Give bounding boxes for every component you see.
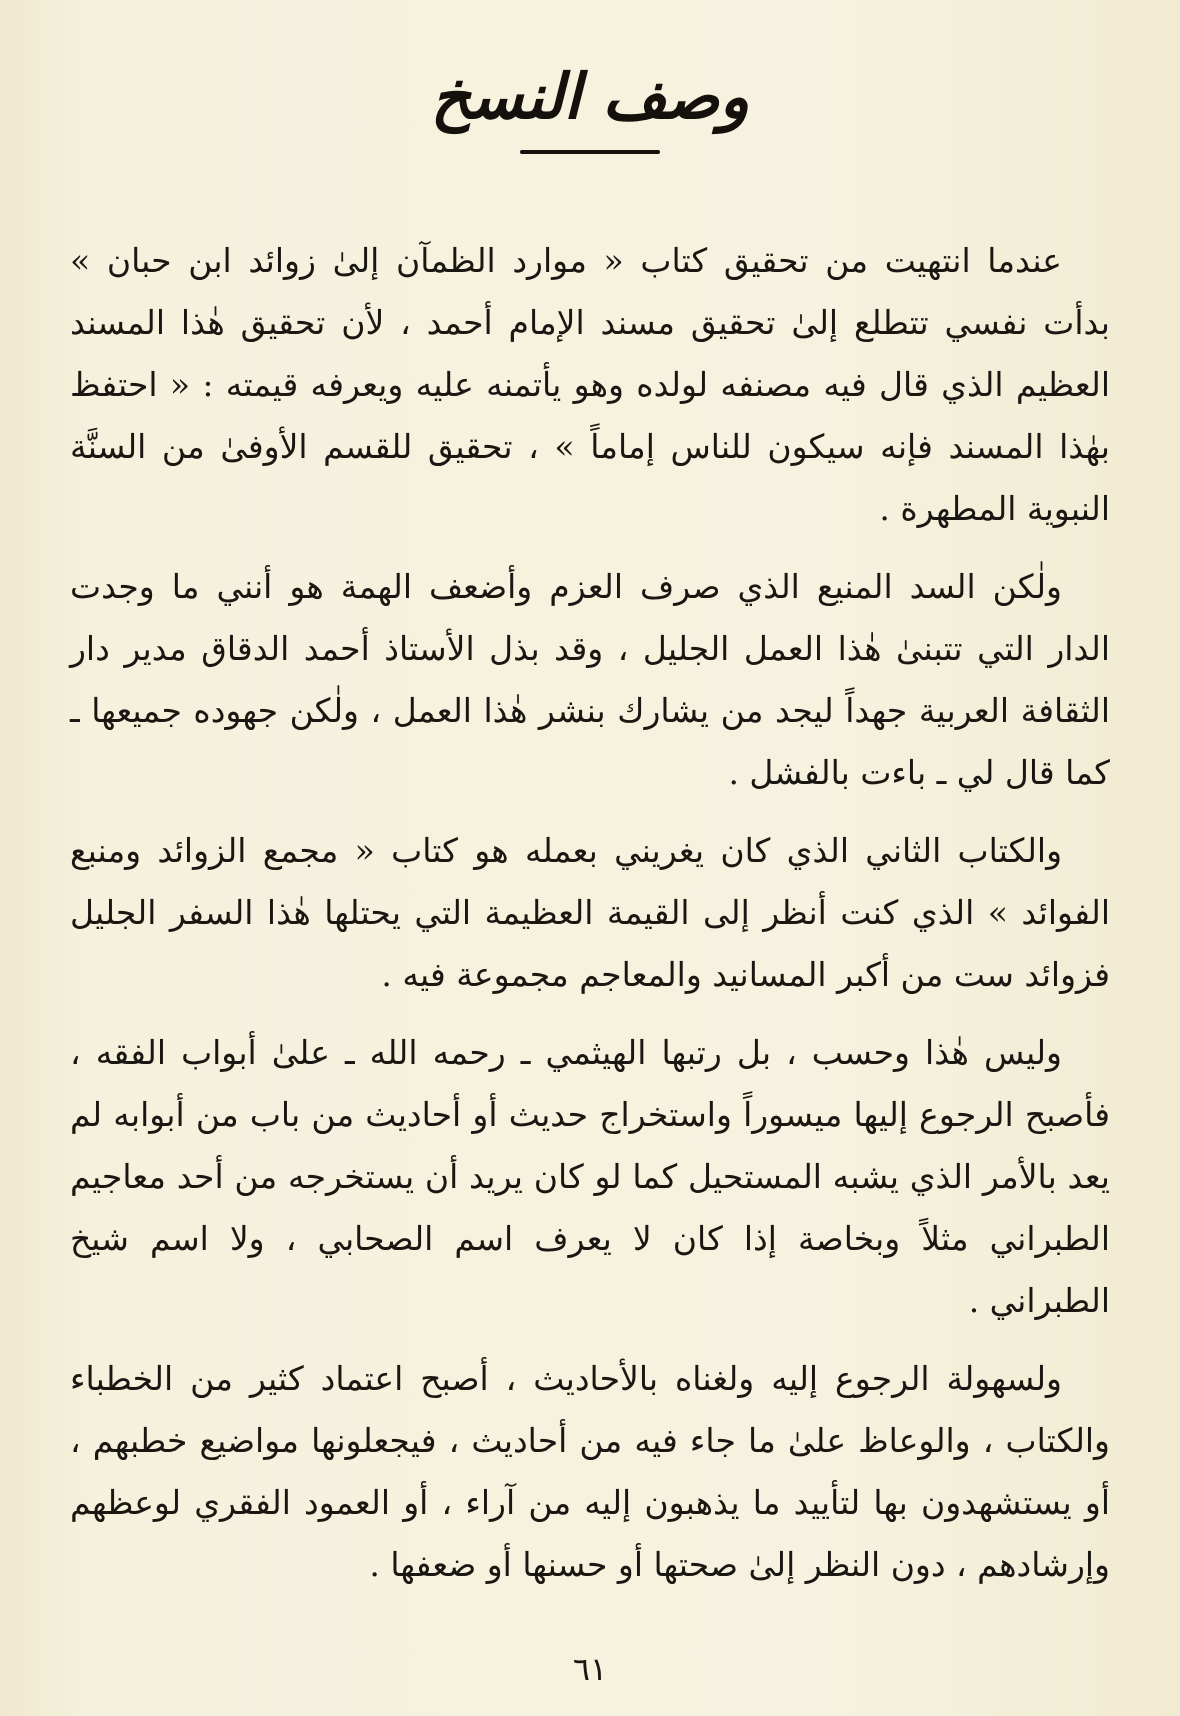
paragraph-5: ولسهولة الرجوع إليه ولغناه بالأحاديث ، أصبح اعتماد كثير من الخطباء والكتاب ، والوعاظ علىٰ ما جاء فيه من أحاديث ، فيجعلونها مواضيع خطبهم ، أو يستشهدون بها لتأييد ما يذهبون إليه من آراء ، أو العمود الفقري لوعظهم وإرشادهم ، دون النظر إلىٰ صحتها أو حسنها أو ضعفها . xyxy=(70,1359,1110,1584)
paragraph-1: عندما انتهيت من تحقيق كتاب « موارد الظمآن إلىٰ زوائد ابن حبان » بدأت نفسي تتطلع إلىٰ تحقيق مسند الإمام أحمد ، لأن تحقيق هٰذا المسند العظيم الذي قال فيه مصنفه لولده وهو يأتمنه عليه ويعرفه قيمته : « احتفظ بهٰذا المسند فإنه سيكون للناس إماماً » ، تحقيق للقسم الأوفىٰ من السنَّة النبوية المطهرة . xyxy=(70,241,1110,528)
page-number: ٦١ xyxy=(572,1650,608,1688)
paragraph-4: وليس هٰذا وحسب ، بل رتبها الهيثمي ـ رحمه الله ـ علىٰ أبواب الفقه ، فأصبح الرجوع إليها ميسوراً واستخراج حديث أو أحاديث من باب من أبوابه لم يعد بالأمر الذي يشبه المستحيل كما لو كان يريد أن يستخرجه من أحد معاجيم الطبراني مثلاً وبخاصة إذا كان لا يعرف اسم الصحابي ، ولا اسم شيخ الطبراني . xyxy=(70,1033,1110,1320)
paragraph-3: والكتاب الثاني الذي كان يغريني بعمله هو كتاب « مجمع الزوائد ومنبع الفوائد » الذي كنت أنظر إلى القيمة العظيمة التي يحتلها هٰذا السفر الجليل فزوائد ست من أكبر المسانيد والمعاجم مجموعة فيه . xyxy=(70,831,1110,994)
body-text xyxy=(70,230,1110,1596)
title-underline xyxy=(520,150,660,154)
page-title: وصف النسخ xyxy=(430,60,750,133)
paragraph-2: ولٰكن السد المنيع الذي صرف العزم وأضعف الهمة هو أنني ما وجدت الدار التي تتبنىٰ هٰذا العمل الجليل ، وقد بذل الأستاذ أحمد الدقاق مدير دار الثقافة العربية جهداً ليجد من يشارك بنشر هٰذا العمل ، ولٰكن جهوده جميعها ـ كما قال لي ـ باءت بالفشل . xyxy=(70,567,1110,792)
